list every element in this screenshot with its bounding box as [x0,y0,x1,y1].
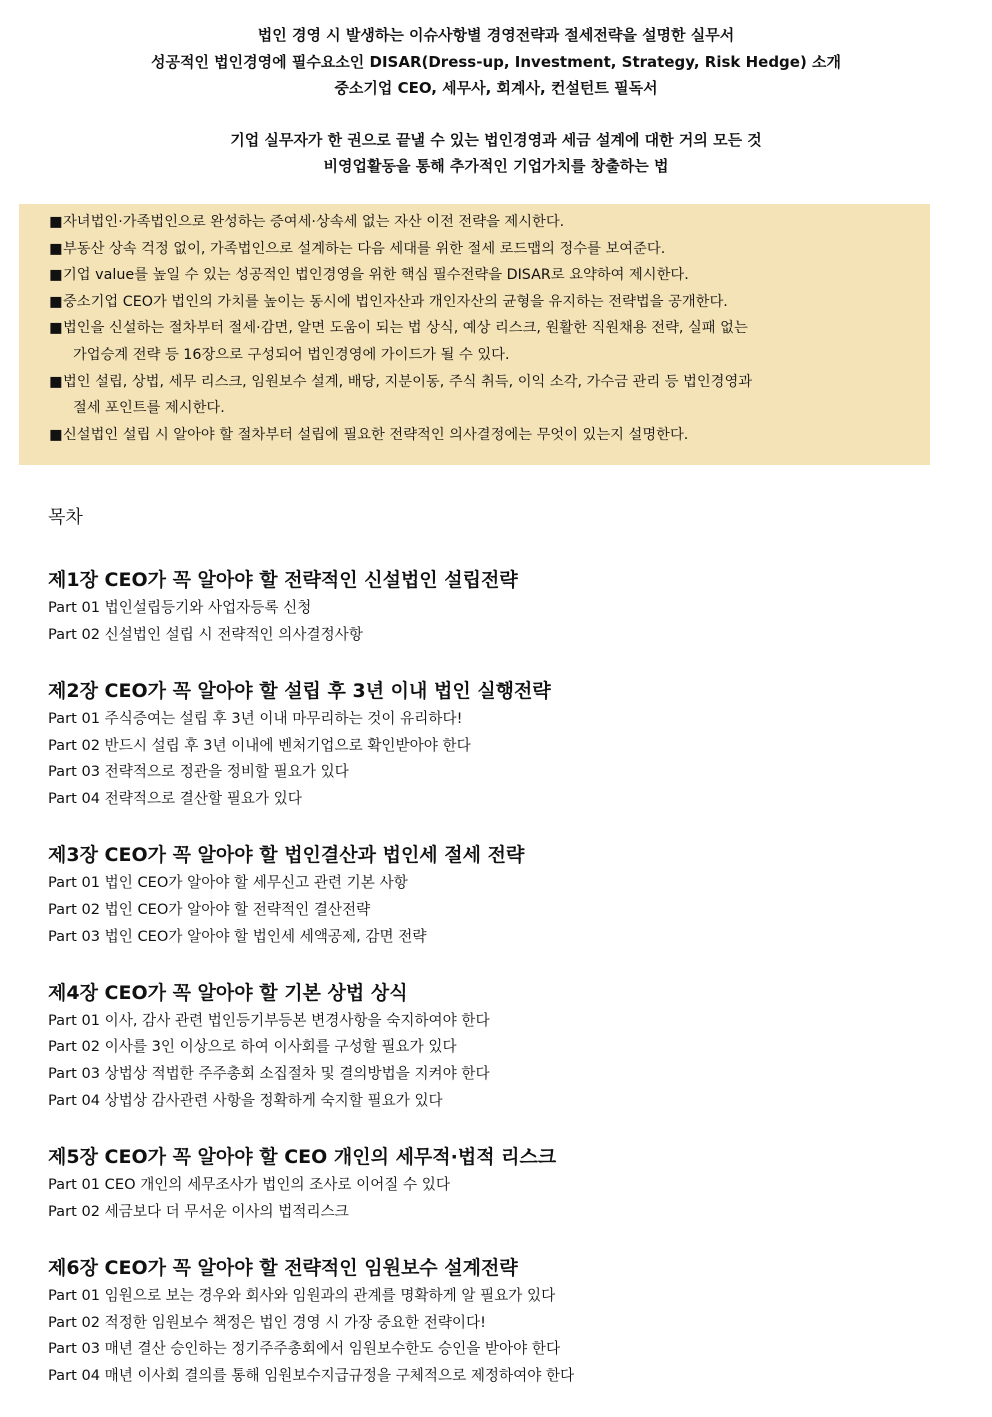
part-item: Part 04 상법상 감사관련 사항을 정확하게 숙지할 필요가 있다 [48,1091,443,1109]
header-line: 기업 실무자가 한 권으로 끝낼 수 있는 법인경영과 세금 설계에 대한 거의 모든 것 [230,130,762,149]
highlight-text: 가업승계 전략 등 16장으로 구성되어 법인경영에 가이드가 될 수 있다. [73,346,510,363]
part-item: Part 03 전략적으로 정관을 정비할 필요가 있다 [48,763,349,781]
part-item: Part 02 반드시 설립 후 3년 이내에 벤처기업으로 확인받아야 한다 [48,736,471,754]
square-bullet-icon: ■ [49,214,63,230]
highlight-item [49,315,920,342]
part-item: Part 01 이사, 감사 관련 법인등기부등본 변경사항을 숙지하여야 한다 [48,1011,490,1029]
chapter-title: 제1장 CEO가 꼭 알아야 할 전략적인 신설법인 설립전략 [48,569,518,591]
part-item: Part 01 법인설립등기와 사업자등록 신청 [48,599,312,616]
part-item: Part 04 전략적으로 결산할 필요가 있다 [48,789,302,807]
header-line: 중소기업 CEO, 세무사, 회계사, 컨설턴트 필독서 [334,79,658,97]
highlight-item [49,262,920,289]
highlight-text: 신설법인 설립 시 알아야 할 절차부터 설립에 필요한 전략적인 의사결정에는 무엇이 있는지 설명한다. [63,426,689,443]
highlight-text: 중소기업 CEO가 법인의 가치를 높이는 동시에 법인자산과 개인자산의 균형을 유지하는 전략법을 공개한다. [63,293,728,310]
part-item: Part 02 이사를 3인 이상으로 하여 이사회를 구성할 필요가 있다 [48,1038,457,1056]
toc-chapter [48,1253,948,1390]
table-of-contents [48,565,948,1417]
part-item: Part 03 법인 CEO가 알아야 할 법인세 세액공제, 감면 전략 [48,927,427,945]
highlights-box [19,204,930,465]
highlight-text: 부동산 상속 걱정 없이, 가족법인으로 설계하는 다음 세대를 위한 절세 로드맵의 정수를 보여준다. [63,240,666,257]
chapter-title: 제4장 CEO가 꼭 알아야 할 기본 상법 상식 [48,981,408,1004]
highlight-item [49,369,920,396]
highlight-item [49,342,920,369]
part-item: Part 02 신설법인 설립 시 전략적인 의사결정사항 [48,625,363,643]
header-line: 비영업활동을 통해 추가적인 기업가치를 창출하는 법 [323,157,669,175]
highlight-item [49,289,920,316]
part-item: Part 03 상법상 적법한 주주총회 소집절차 및 결의방법을 지켜야 한다 [48,1065,490,1083]
part-item: Part 02 법인 CEO가 알아야 할 전략적인 결산전략 [48,900,371,918]
highlight-item [49,209,920,236]
header-line: 법인 경영 시 발생하는 이슈사항별 경영전략과 절세전략을 설명한 실무서 [257,26,735,44]
part-item: Part 02 세금보다 더 무서운 이사의 법적리스크 [48,1202,349,1220]
toc-chapter [48,676,948,813]
header-line: 성공적인 법인경영에 필수요소인 DISAR(Dress-up, Investment, Strategy, Risk Hedge) 소개 [150,52,842,71]
part-item: Part 01 CEO 개인의 세무조사가 법인의 조사로 이어질 수 있다 [48,1175,450,1193]
toc-chapter [48,565,948,648]
toc-chapter [48,840,948,950]
chapter-title: 제6장 CEO가 꼭 알아야 할 전략적인 임원보수 설계전략 [48,1256,518,1279]
part-item: Part 01 임원으로 보는 경우와 회사와 임원과의 관계를 명확하게 알 필요가 있다 [48,1286,556,1304]
square-bullet-icon: ■ [49,293,63,310]
toc-chapter [48,978,948,1115]
square-bullet-icon: ■ [49,426,63,443]
highlight-text: 절세 포인트를 제시한다. [73,400,225,417]
chapter-title: 제2장 CEO가 꼭 알아야 할 설립 후 3년 이내 법인 실행전략 [48,679,551,702]
highlight-item [49,422,920,449]
part-item: Part 02 적정한 임원보수 책정은 법인 경영 시 가장 중요한 전략이다! [48,1313,486,1331]
toc-chapter [48,1142,948,1225]
highlight-text: 자녀법인·가족법인으로 완성하는 증여세·상속세 없는 자산 이전 전략을 제시한다. [63,214,565,230]
part-item: Part 03 매년 결산 승인하는 정기주주총회에서 임원보수한도 승인을 받아야 한다 [48,1340,561,1358]
highlight-text: 기업 value를 높일 수 있는 성공적인 법인경영을 위한 핵심 필수전략을 DISAR로 요약하여 제시한다. [63,267,689,284]
highlight-item [49,236,920,263]
highlight-item [49,395,920,422]
highlight-text: 법인 설립, 상법, 세무 리스크, 임원보수 설계, 배당, 지분이동, 주식 취득, 이익 소각, 가수금 관리 등 법인경영과 [63,373,753,390]
part-item: Part 04 매년 이사회 결의를 통해 임원보수지급규정을 구체적으로 제정하여야 한다 [48,1366,575,1384]
part-item: Part 01 법인 CEO가 알아야 할 세무신고 관련 기본 사항 [48,874,408,892]
book-header [0,22,992,180]
highlight-text: 법인을 신설하는 절차부터 절세·감면, 알면 도움이 되는 법 상식, 예상 리스크, 원활한 직원채용 전략, 실패 없는 [63,320,748,337]
square-bullet-icon: ■ [49,320,63,337]
chapter-title: 제3장 CEO가 꼭 알아야 할 법인결산과 법인세 절세 전략 [48,844,525,867]
chapter-title: 제5장 CEO가 꼭 알아야 할 CEO 개인의 세무적·법적 리스크 [48,1145,557,1168]
square-bullet-icon: ■ [49,240,63,257]
part-item: Part 01 주식증여는 설립 후 3년 이내 마무리하는 것이 유리하다! [48,709,463,727]
toc-title: 목차 [48,507,83,528]
square-bullet-icon: ■ [49,373,63,390]
square-bullet-icon: ■ [49,267,63,284]
